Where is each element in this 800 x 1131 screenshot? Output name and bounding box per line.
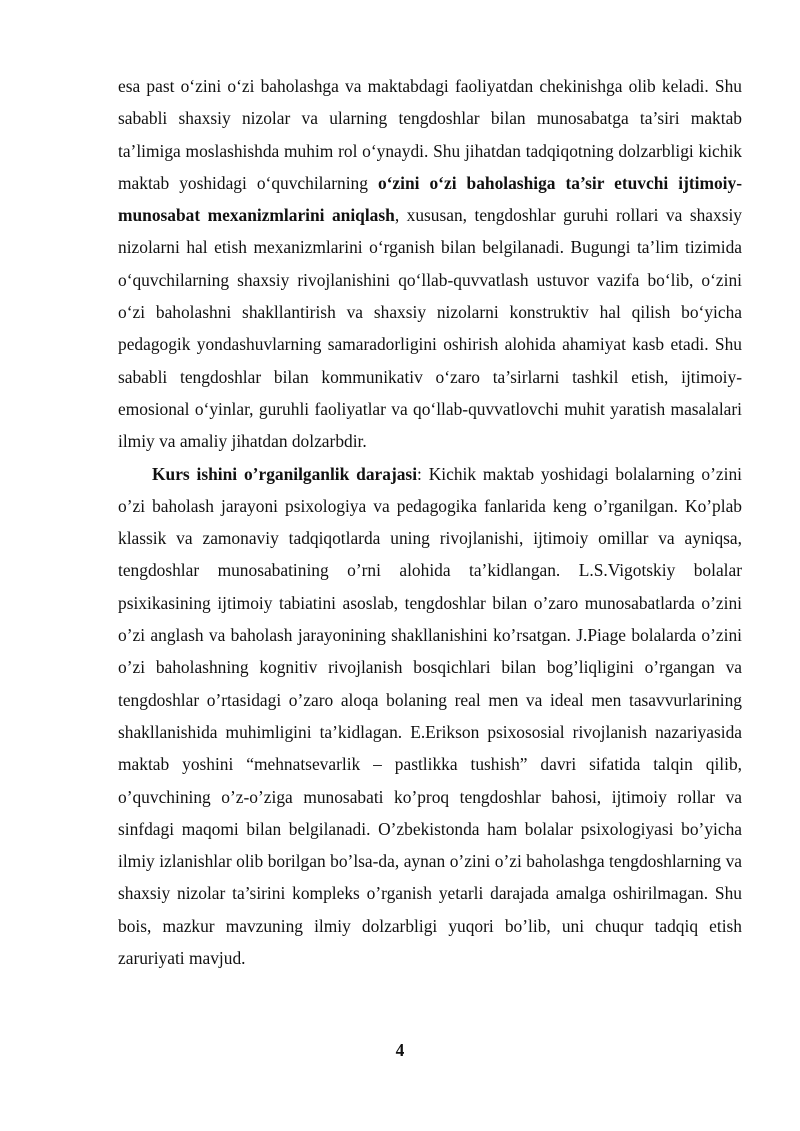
paragraph-text-end: , xususan, tengdoshlar guruhi rollari va shaxsiy nizolarni hal etish mexanizmlarini o‘rganish bilan belgilanadi. Bugungi ta’lim tizimida o‘quvchilarning shaxsiy rivojlanishini qo‘llab-quvvatlash ustuvor vazifa bo‘lib, o‘zini o‘zi baholashni shakllantirish va shaxsiy nizolarni konstruktiv hal qilish bo‘yicha pedagogik yondashuvlarning samaradorligini oshirish alohida ahamiyat kasb etadi. Shu sababli tengdoshlar bilan kommunikativ o‘zaro ta’sirlarni tashkil etish, ijtimoiy-emosional o‘yinlar, guruhli faoliyatlar va qo‘llab-quvvatlovchi muhit yaratish masalalari ilmiy va amaliy jihatdan dolzarbdir. <box>118 205 742 452</box>
paragraph-study-level <box>118 458 742 975</box>
paragraph-text: : Kichik maktab yoshidagi bolalarning o’zini o’zi baholash jarayoni psixologiya va pedagogika fanlarida keng o’rganilgan. Ko’plab klassik va zamonaviy tadqiqotlarda uning rivojlanishi, ijtimoiy omillar va ayniqsa, tengdoshlar munosabatining o’rni alohida ta’kidlangan. L.S.Vigotskiy bolalar psixikasining ijtimoiy tabiatini asoslab, tengdoshlar bilan o’zaro munosabatlarda o’zini o’zi anglash va baholash jarayonining shakllanishini ko’rsatgan. J.Piage bolalarda o’zini o’zi baholashning kognitiv rivojlanish bosqichlari bilan bog’liqligini o’rgangan va tengdoshlar o’rtasidagi o’zaro aloqa bolaning real men va ideal men tasavvurlarining shakllanishida muhimligini ta’kidlagan. E.Erikson psixososial rivojlanish nazariyasida maktab yoshini “mehnatsevarlik – pastlikka tushish” davri sifatida talqin qilib, o’quvchining o’z-o’ziga munosabati ko’proq tengdoshlar bahosi, ijtimoiy rollar va sinfdagi maqomi bilan belgilanadi. O’zbekistonda ham bolalar psixologiyasi bo’yicha ilmiy izlanishlar olib borilgan bo’lsa-da, aynan o’zini o’zi baholashga tengdoshlarning va shaxsiy nizolar ta’sirini kompleks o’rganish yetarli darajada amalga oshirilmagan. Shu bois, mazkur mavzuning ilmiy dolzarbligi yuqori bo’lib, uni chuqur tadqiq etish zaruriyati mavjud. <box>118 463 743 969</box>
document-page <box>118 70 742 974</box>
page-number: 4 <box>395 1040 405 1060</box>
bold-phrase: o‘zini o‘zi baholashiga ta’sir etuvchi ijtimoiy-munosabat mexanizmlarini aniqlash <box>118 172 742 226</box>
paragraph-relevance <box>118 70 742 458</box>
paragraph-text-start: esa past o‘zini o‘zi baholashga va maktabdagi faoliyatdan chekinishga olib keladi. Shu sababli shaxsiy nizolar va ularning tengdoshlar bilan munosabatga ta’siri maktab ta’limiga moslashishda muhim rol o‘ynaydi. Shu jihatdan tadqiqotning dolzarbligi kichik maktab yoshidagi o‘quvchilarning <box>118 76 742 193</box>
section-heading: Kurs ishini o’rganilganlik darajasi <box>152 463 418 484</box>
